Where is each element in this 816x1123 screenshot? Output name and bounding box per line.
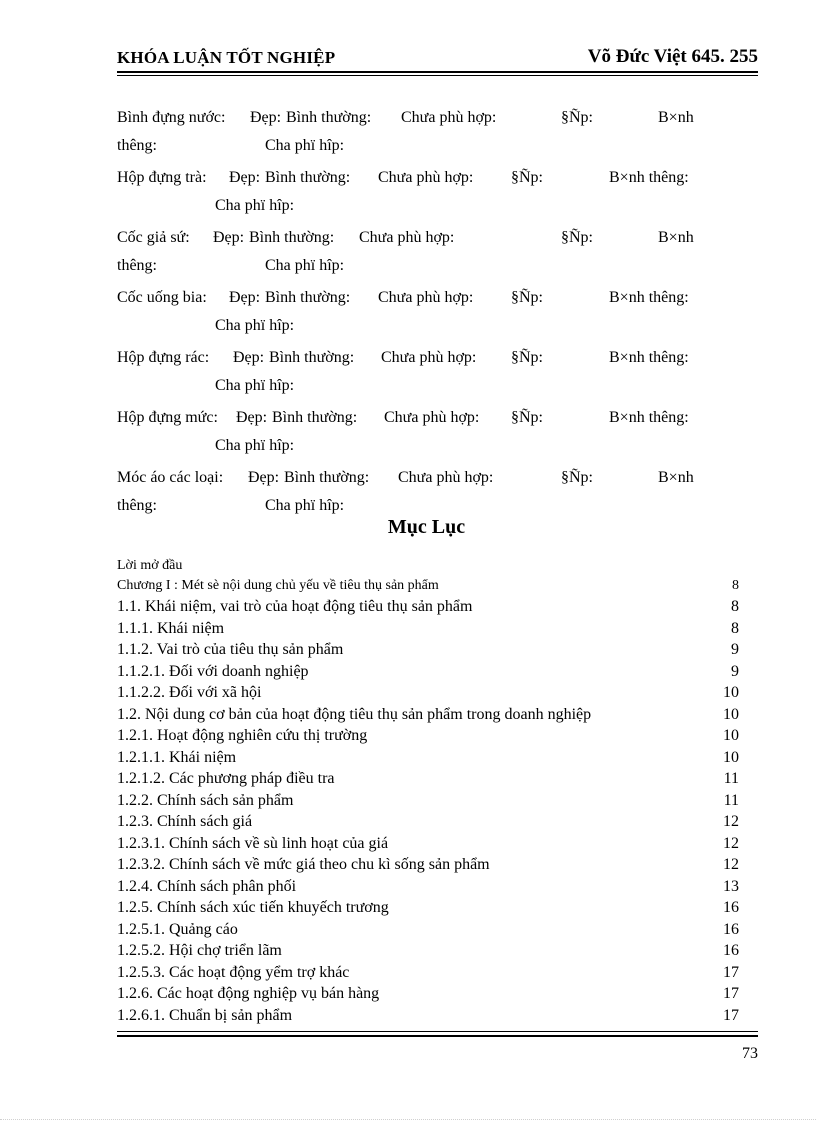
toc-entry-page: 11 bbox=[723, 791, 739, 809]
toc-entry-text: 1.2.3.1. Chính sách về sù linh hoạt của giá bbox=[117, 834, 389, 852]
garbled-option-unsuitable: Cha phï hîp: bbox=[215, 437, 295, 454]
toc-entry-page: 12 bbox=[723, 834, 739, 852]
toc-entry bbox=[117, 1005, 739, 1027]
garbled-option-good: §Ñp: bbox=[511, 349, 543, 366]
toc-entry-text: 1.2.2. Chính sách sản phẩm bbox=[117, 791, 294, 809]
garbled-option-good: §Ñp: bbox=[511, 409, 543, 426]
option-normal: Bình thường: bbox=[249, 229, 335, 246]
toc-entry-page: 16 bbox=[723, 920, 739, 938]
option-good: Đẹp: bbox=[213, 229, 245, 246]
garbled-option-normal: B×nh thêng: bbox=[609, 349, 689, 366]
toc-entry bbox=[117, 940, 739, 962]
toc-entry-page: 10 bbox=[723, 748, 739, 766]
toc-entry-page: 16 bbox=[723, 899, 739, 916]
toc-entry bbox=[117, 962, 739, 984]
garbled-option-good: §Ñp: bbox=[561, 469, 593, 486]
toc-entry-text: Lời mở đầu bbox=[117, 558, 183, 573]
garbled-option-unsuitable: Cha phï hîp: bbox=[215, 377, 295, 394]
toc-entry-text: 1.2.1. Hoạt động nghiên cứu thị trường bbox=[117, 727, 368, 744]
option-unsuitable: Chưa phù hợp: bbox=[398, 469, 494, 486]
toc-entry bbox=[117, 876, 739, 898]
toc-entry bbox=[117, 639, 739, 661]
survey-item-label: Hộp đựng trà: bbox=[117, 169, 207, 186]
toc-entry bbox=[117, 833, 739, 855]
toc-entry-text: 1.2.5. Chính sách xúc tiến khuyếch trương bbox=[117, 899, 389, 916]
toc-entry-text: 1.2.1.1. Khái niệm bbox=[117, 748, 237, 766]
option-good: Đẹp: bbox=[229, 169, 261, 186]
page-number: 73 bbox=[742, 1045, 758, 1062]
survey-item-label: Cốc uống bia: bbox=[117, 289, 207, 306]
garbled-option-unsuitable: Cha phï hîp: bbox=[265, 497, 345, 514]
garbled-option-normal: B×nh bbox=[658, 109, 694, 126]
option-normal: Bình thường: bbox=[284, 469, 370, 486]
toc-entry-page: 8 bbox=[732, 578, 739, 593]
toc-entry bbox=[117, 618, 739, 640]
option-normal: Bình thường: bbox=[272, 409, 358, 426]
header-author: Võ Đức Việt 645. 255 bbox=[587, 46, 758, 67]
garbled-option-normal: B×nh bbox=[658, 229, 694, 246]
option-good: Đẹp: bbox=[236, 409, 268, 426]
table-of-contents bbox=[117, 556, 739, 1026]
garbled-option-good: §Ñp: bbox=[511, 169, 543, 186]
header-rule-thin bbox=[117, 75, 758, 76]
toc-title: Mục Lục bbox=[387, 516, 466, 538]
toc-entry-page: 9 bbox=[731, 662, 739, 680]
toc-entry-page: 9 bbox=[731, 641, 739, 658]
option-normal: Bình thường: bbox=[286, 109, 372, 126]
toc-entry-page: 16 bbox=[723, 942, 739, 959]
toc-entry bbox=[117, 983, 739, 1005]
toc-entry-text: 1.1.2. Vai trò của tiêu thụ sản phẩm bbox=[117, 641, 344, 658]
toc-entry bbox=[117, 919, 739, 941]
toc-entry-text: 1.1.2.2. Đối với xã hội bbox=[117, 684, 262, 701]
toc-entry-page: 11 bbox=[723, 770, 739, 787]
toc-entry bbox=[117, 811, 739, 833]
garbled-option-normal-cont: thêng: bbox=[117, 137, 157, 154]
option-unsuitable: Chưa phù hợp: bbox=[401, 109, 497, 126]
toc-entry-text: Chương I : Mét sè nội dung chủ yếu về tiêu thụ sản phẩm bbox=[117, 578, 439, 593]
toc-entry-text: 1.2. Nội dung cơ bản của hoạt động tiêu thụ sản phẩm trong doanh nghiệp bbox=[117, 705, 592, 723]
option-unsuitable: Chưa phù hợp: bbox=[378, 289, 474, 306]
option-good: Đẹp: bbox=[248, 469, 280, 486]
toc-entry-text: 1.2.4. Chính sách phân phối bbox=[117, 877, 297, 895]
survey-item-label: Hộp đựng mức: bbox=[117, 409, 218, 426]
page-header bbox=[117, 46, 758, 72]
option-good: Đẹp: bbox=[250, 109, 282, 126]
toc-entry-page: 10 bbox=[723, 705, 739, 723]
toc-entry-page: 12 bbox=[723, 856, 739, 873]
option-unsuitable: Chưa phù hợp: bbox=[359, 229, 455, 246]
toc-entry-text: 1.2.6. Các hoạt động nghiệp vụ bán hàng bbox=[117, 985, 380, 1002]
option-normal: Bình thường: bbox=[265, 169, 351, 186]
toc-entry-page: 17 bbox=[723, 985, 739, 1002]
garbled-option-normal: B×nh bbox=[658, 469, 694, 486]
option-unsuitable: Chưa phù hợp: bbox=[378, 169, 474, 186]
toc-entry bbox=[117, 768, 739, 790]
page-edge-divider bbox=[0, 1119, 816, 1120]
toc-entry-text: 1.2.1.2. Các phương pháp điều tra bbox=[117, 770, 335, 787]
toc-entry bbox=[117, 661, 739, 683]
garbled-option-normal-cont: thêng: bbox=[117, 497, 157, 514]
option-normal: Bình thường: bbox=[265, 289, 351, 306]
toc-entry-text: 1.1.2.1. Đối với doanh nghiệp bbox=[117, 662, 309, 680]
garbled-option-good: §Ñp: bbox=[561, 229, 593, 246]
garbled-option-normal: B×nh thêng: bbox=[609, 289, 689, 306]
toc-entry bbox=[117, 725, 739, 747]
toc-entry-page: 12 bbox=[723, 813, 739, 830]
toc-entry bbox=[117, 682, 739, 704]
option-good: Đẹp: bbox=[233, 349, 265, 366]
option-normal: Bình thường: bbox=[269, 349, 355, 366]
toc-entry bbox=[117, 596, 739, 618]
toc-entry bbox=[117, 790, 739, 812]
toc-entry-text: 1.2.3. Chính sách giá bbox=[117, 813, 253, 830]
survey-item-label: Bình đựng nước: bbox=[117, 109, 226, 126]
garbled-option-good: §Ñp: bbox=[511, 289, 543, 306]
survey-item-label: Móc áo các loại: bbox=[117, 469, 224, 486]
garbled-option-good: §Ñp: bbox=[561, 109, 593, 126]
toc-entry bbox=[117, 747, 739, 769]
garbled-option-unsuitable: Cha phï hîp: bbox=[215, 317, 295, 334]
toc-entry-page: 13 bbox=[723, 877, 739, 895]
toc-entry-page: 10 bbox=[723, 727, 739, 744]
toc-entry bbox=[117, 576, 739, 596]
toc-entry bbox=[117, 556, 739, 576]
header-rule bbox=[117, 71, 758, 73]
header-title: KHÓA LUẬN TỐT NGHIỆP bbox=[117, 48, 336, 67]
toc-entry-page: 17 bbox=[723, 1006, 739, 1024]
option-good: Đẹp: bbox=[229, 289, 261, 306]
option-unsuitable: Chưa phù hợp: bbox=[384, 409, 480, 426]
survey-item-label: Cốc giả sứ: bbox=[117, 229, 190, 246]
toc-entry bbox=[117, 704, 739, 726]
garbled-option-normal-cont: thêng: bbox=[117, 257, 157, 274]
toc-entry-text: 1.1. Khái niệm, vai trò của hoạt động tiêu thụ sản phẩm bbox=[117, 598, 473, 615]
garbled-option-unsuitable: Cha phï hîp: bbox=[265, 257, 345, 274]
toc-entry-text: 1.2.3.2. Chính sách về mức giá theo chu kì sống sản phẩm bbox=[117, 856, 490, 873]
toc-entry-page: 17 bbox=[723, 963, 739, 981]
toc-entry-text: 1.2.5.1. Quảng cáo bbox=[117, 920, 238, 938]
garbled-option-unsuitable: Cha phï hîp: bbox=[265, 137, 345, 154]
garbled-option-unsuitable: Cha phï hîp: bbox=[215, 197, 295, 214]
footer-rule-thin bbox=[117, 1031, 758, 1032]
option-unsuitable: Chưa phù hợp: bbox=[381, 349, 477, 366]
toc-entry bbox=[117, 897, 739, 919]
garbled-option-normal: B×nh thêng: bbox=[609, 169, 689, 186]
survey-item-label: Hộp đựng rác: bbox=[117, 349, 210, 366]
toc-entry-text: 1.2.5.3. Các hoạt động yểm trợ khác bbox=[117, 963, 350, 981]
toc-entry-text: 1.1.1. Khái niệm bbox=[117, 619, 225, 637]
toc-entry-page: 8 bbox=[731, 619, 739, 637]
toc-entry-page: 10 bbox=[723, 684, 739, 701]
toc-entry-text: 1.2.5.2. Hội chợ triển lãm bbox=[117, 942, 282, 959]
footer-rule bbox=[117, 1035, 758, 1037]
toc-entry bbox=[117, 854, 739, 876]
toc-entry-text: 1.2.6.1. Chuẩn bị sản phẩm bbox=[117, 1006, 293, 1024]
garbled-option-normal: B×nh thêng: bbox=[609, 409, 689, 426]
toc-entry-page: 8 bbox=[731, 598, 739, 615]
